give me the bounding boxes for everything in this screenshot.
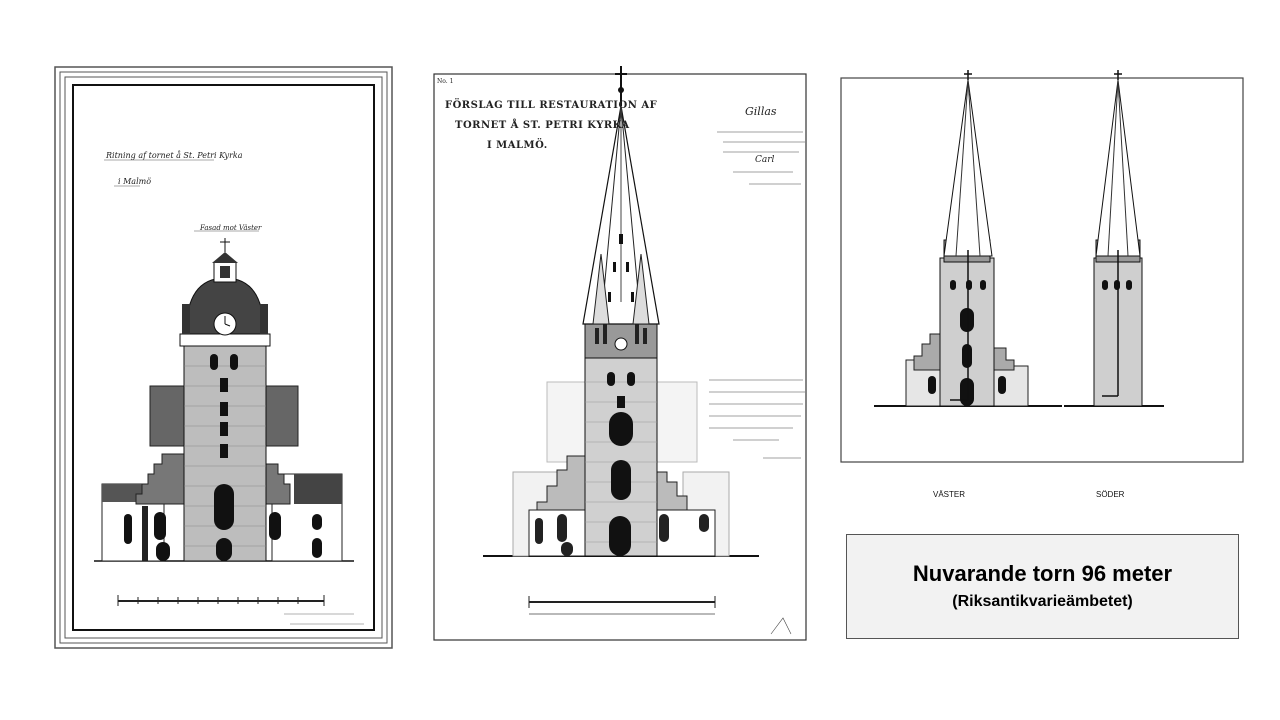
drawing-left-old-tower <box>54 66 393 649</box>
middle-drawing-number: No. 1 <box>437 78 454 85</box>
middle-signature: Carl <box>755 155 775 165</box>
caption-title: Nuvarande torn 96 meter <box>912 561 1173 586</box>
drawing-middle-proposal <box>433 62 807 642</box>
caption-box <box>846 534 1239 639</box>
left-drawing-title: Ritning af tornet å St. Petri Kyrka <box>106 151 243 160</box>
left-drawing-label: Fasad mot Väster <box>200 224 262 232</box>
left-drawing-subtitle: i Malmö <box>118 177 152 186</box>
drawing-right-svg <box>840 70 1244 464</box>
label-vaster: VÄSTER <box>933 490 966 499</box>
middle-title-line1: FÖRSLAG TILL RESTAURATION AF <box>445 100 658 111</box>
middle-approval-note: Gillas <box>745 105 777 118</box>
middle-drawing-title <box>445 96 657 156</box>
caption-subtitle: (Riksantikvarieämbetet) <box>952 593 1133 610</box>
middle-title-line3: I MALMÖ. <box>487 140 548 151</box>
middle-title-line2: TORNET Å ST. PETRI KYRKA <box>455 120 630 131</box>
drawing-right-current-tower <box>840 70 1244 464</box>
label-soder: SÖDER <box>1096 490 1125 499</box>
